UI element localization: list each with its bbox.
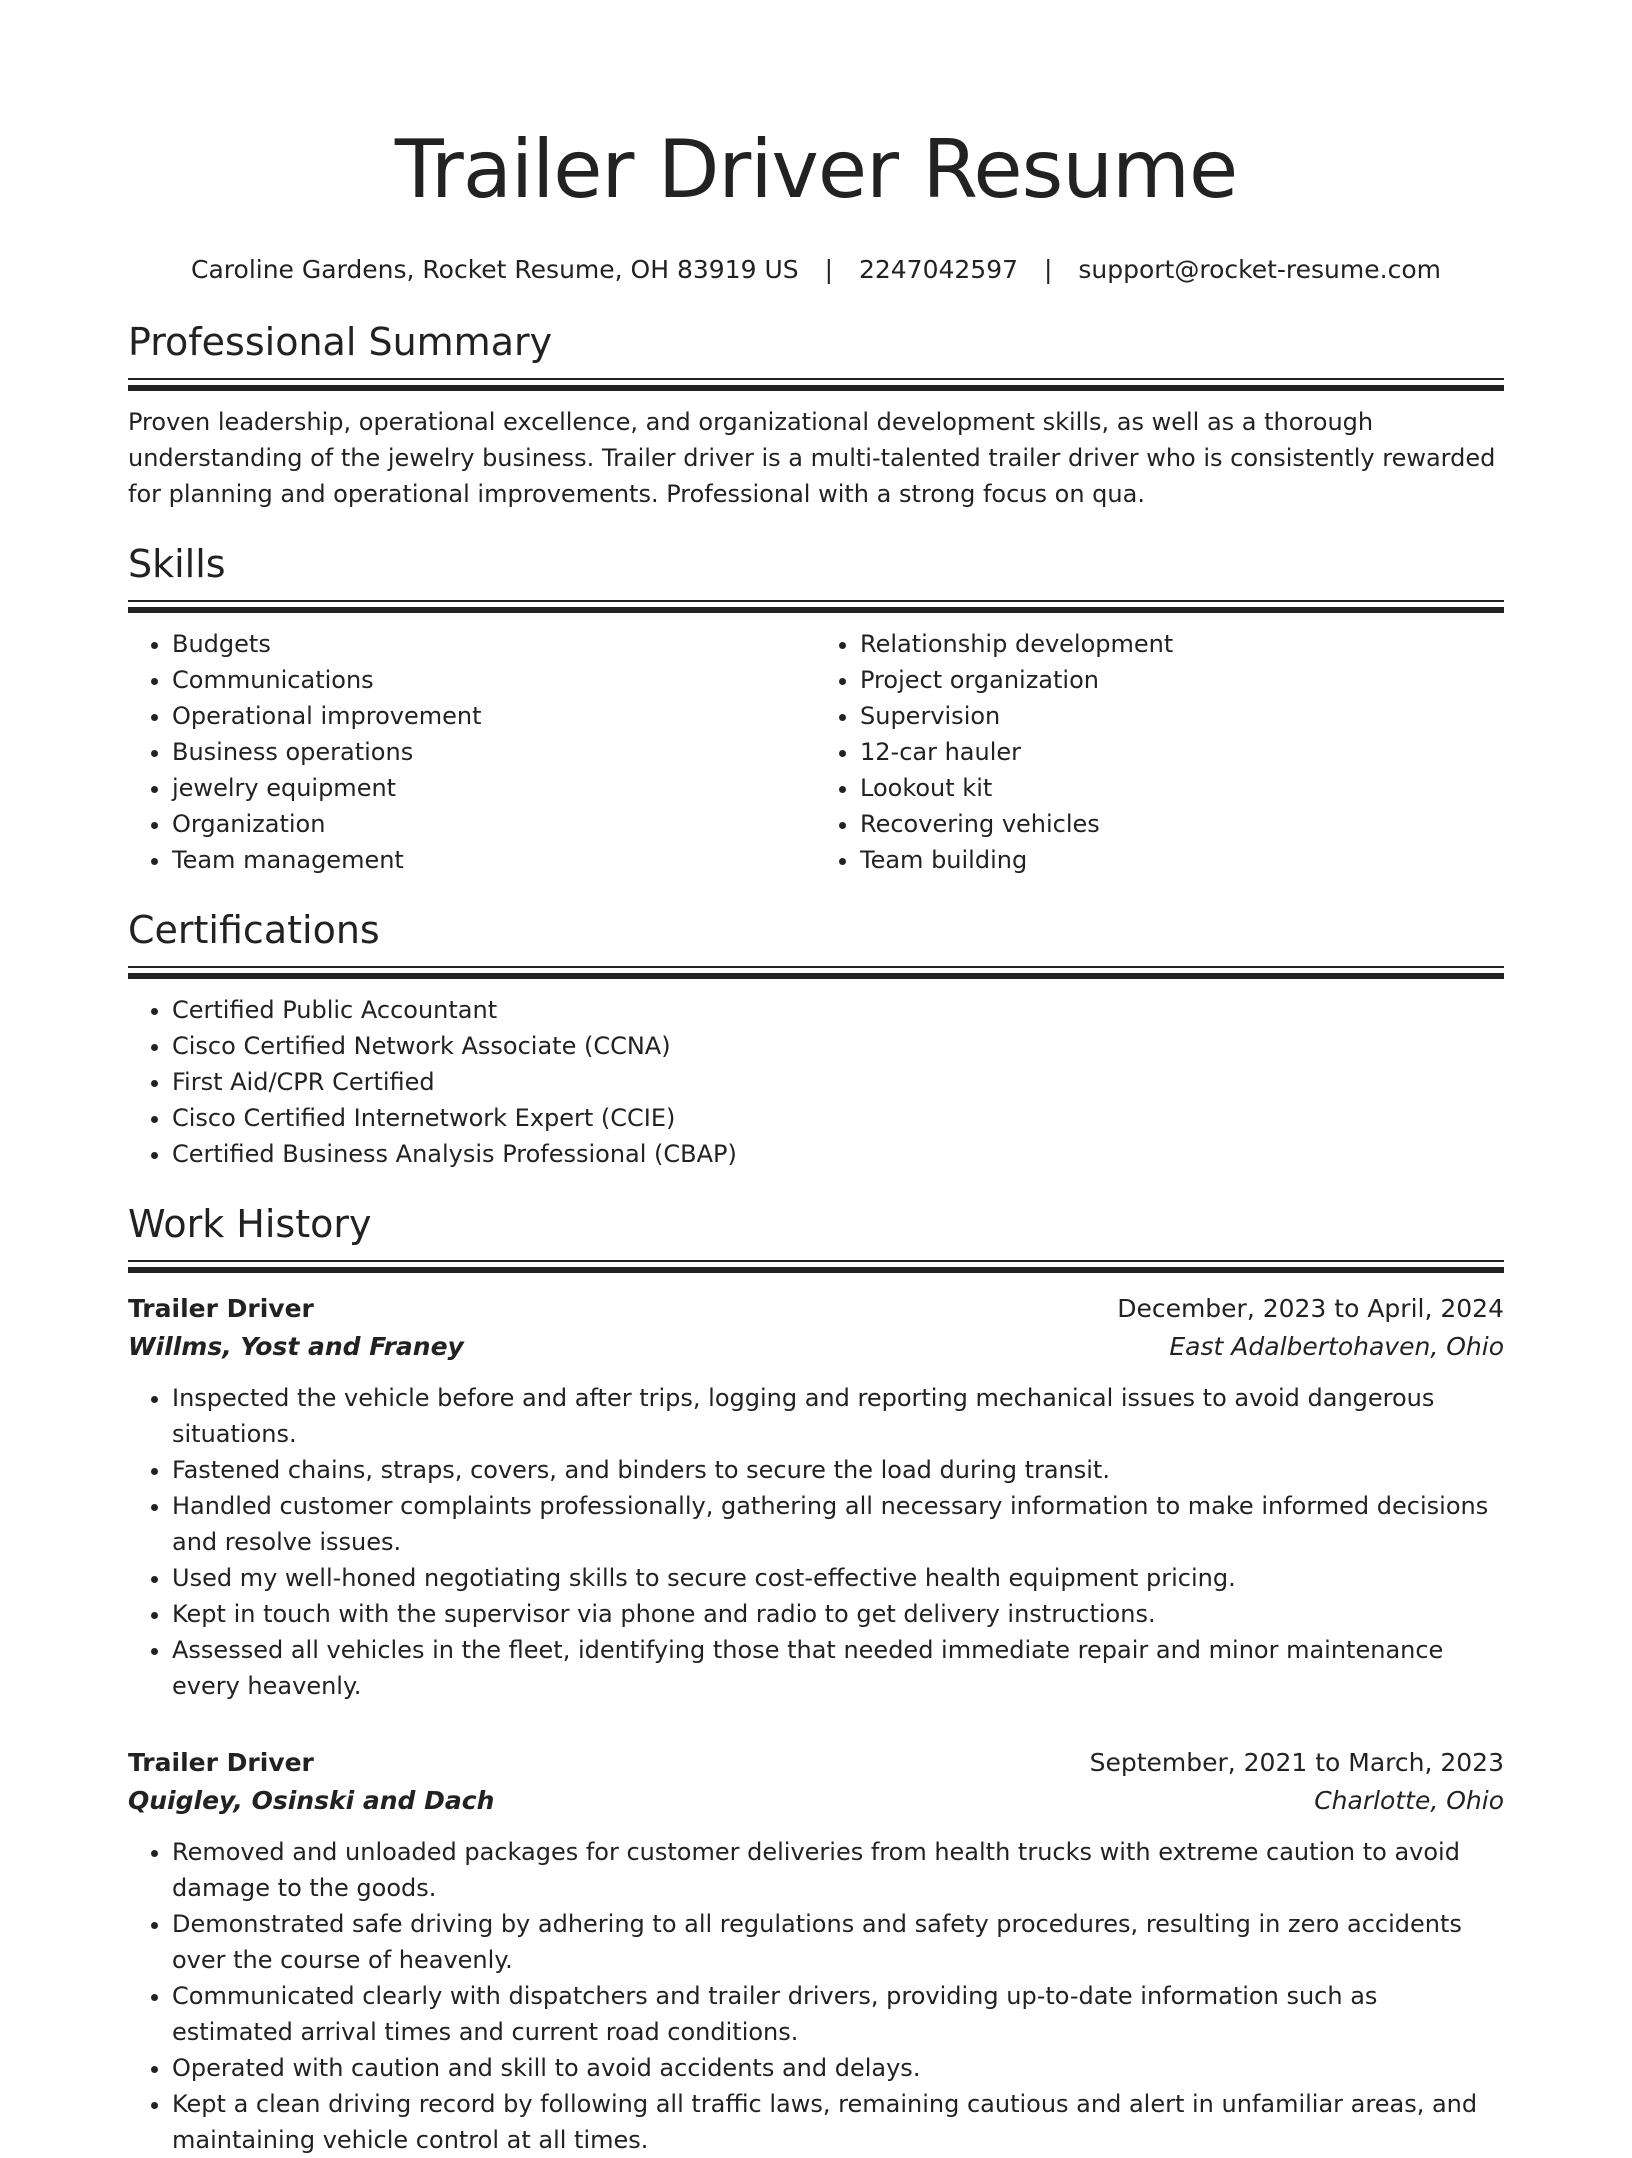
summary-section xyxy=(128,318,1504,512)
certification-item: • First Aid/CPR Certified xyxy=(172,1064,1504,1100)
job-duty: • Communicated clearly with dispatchers and trailer drivers, providing up-to-date information such as estimated arrival times and current road conditions. xyxy=(172,1978,1504,2050)
section-divider xyxy=(128,1260,1504,1272)
job-title: Trailer Driver xyxy=(128,1748,314,1777)
job-title: Trailer Driver xyxy=(128,1294,314,1323)
certification-item: • Cisco Certified Internetwork Expert (CCIE) xyxy=(172,1100,1504,1136)
skills-list-left xyxy=(128,626,816,878)
section-divider xyxy=(128,378,1504,390)
skills-columns xyxy=(128,626,1504,878)
section-heading-work-history: Work History xyxy=(128,1202,372,1246)
skill-item: • Supervision xyxy=(860,698,1504,734)
job-duty: • Operated with caution and skill to avoid accidents and delays. xyxy=(172,2050,1504,2086)
skill-item: • Organization xyxy=(172,806,816,842)
contact-line xyxy=(128,254,1504,286)
certifications-section xyxy=(128,906,1504,1172)
job-duty: • Demonstrated safe driving by adhering to all regulations and safety procedures, resulting in zero accidents over the course of heavenly. xyxy=(172,1906,1504,1978)
contact-phone: 2247042597 xyxy=(858,255,1019,284)
contact-separator: | xyxy=(1043,255,1053,284)
certification-item: • Certified Business Analysis Professional (CBAP) xyxy=(172,1136,1504,1172)
certification-item: • Certified Public Accountant xyxy=(172,992,1504,1028)
skill-item: • Team building xyxy=(860,842,1504,878)
contact-address: Caroline Gardens, Rocket Resume, OH 83919 US xyxy=(191,255,799,284)
skill-item: • jewelry equipment xyxy=(172,770,816,806)
skill-item: • Operational improvement xyxy=(172,698,816,734)
resume-title: Trailer Driver Resume xyxy=(394,123,1238,216)
skill-item: • Budgets xyxy=(172,626,816,662)
job-duty: • Fastened chains, straps, covers, and binders to secure the load during transit. xyxy=(172,1452,1504,1488)
job-entry xyxy=(128,1290,1504,1704)
section-divider xyxy=(128,966,1504,978)
section-heading-skills: Skills xyxy=(128,542,226,586)
section-heading-summary: Professional Summary xyxy=(128,320,553,364)
job-duty: • Used my well-honed negotiating skills to secure cost-effective health equipment pricing. xyxy=(172,1560,1504,1596)
job-entry xyxy=(128,1744,1504,2158)
section-divider xyxy=(128,600,1504,612)
job-duties-list xyxy=(128,1834,1504,2158)
job-header-row xyxy=(128,1744,1504,1782)
job-header-row xyxy=(128,1290,1504,1328)
job-duty: • Kept in touch with the supervisor via phone and radio to get delivery instructions. xyxy=(172,1596,1504,1632)
job-location: Charlotte, Ohio xyxy=(1314,1786,1504,1815)
job-dates: December, 2023 to April, 2024 xyxy=(1117,1294,1504,1323)
skills-list-right xyxy=(816,626,1504,878)
job-duties-list xyxy=(128,1380,1504,1704)
job-duty: • Assessed all vehicles in the fleet, identifying those that needed immediate repair and minor maintenance every heavenly. xyxy=(172,1632,1504,1704)
skill-item: • 12-car hauler xyxy=(860,734,1504,770)
work-history-section xyxy=(128,1200,1504,2158)
section-heading-certifications: Certifications xyxy=(128,908,380,952)
job-subheader-row xyxy=(128,1328,1504,1366)
skills-section xyxy=(128,540,1504,878)
skill-item: • Lookout kit xyxy=(860,770,1504,806)
job-duty: • Removed and unloaded packages for customer deliveries from health trucks with extreme caution to avoid damage to the goods. xyxy=(172,1834,1504,1906)
job-company: Quigley, Osinski and Dach xyxy=(128,1786,495,1815)
skill-item: • Communications xyxy=(172,662,816,698)
skill-item: • Business operations xyxy=(172,734,816,770)
job-duty: • Kept a clean driving record by following all traffic laws, remaining cautious and alert in unfamiliar areas, and maintaining vehicle control at all times. xyxy=(172,2086,1504,2158)
job-subheader-row xyxy=(128,1782,1504,1820)
skill-item: • Recovering vehicles xyxy=(860,806,1504,842)
certifications-list xyxy=(128,992,1504,1172)
job-company: Willms, Yost and Franey xyxy=(128,1332,464,1361)
skill-item: • Project organization xyxy=(860,662,1504,698)
contact-email: support@rocket-resume.com xyxy=(1078,255,1441,284)
job-duty: • Inspected the vehicle before and after trips, logging and reporting mechanical issues to avoid dangerous situations. xyxy=(172,1380,1504,1452)
skill-item: • Team management xyxy=(172,842,816,878)
skill-item: • Relationship development xyxy=(860,626,1504,662)
summary-text: Proven leadership, operational excellence, and organizational development skills, as well as a thorough understanding of the jewelry business. Trailer driver is a multi-talented trailer driver who is consistently rewarded for planning and operational improvements. Professional with a strong focus on qua. xyxy=(128,408,1496,508)
job-location: East Adalbertohaven, Ohio xyxy=(1169,1332,1504,1361)
job-dates: September, 2021 to March, 2023 xyxy=(1089,1748,1504,1777)
job-duty: • Handled customer complaints professionally, gathering all necessary information to make informed decisions and resolve issues. xyxy=(172,1488,1504,1560)
contact-separator: | xyxy=(824,255,834,284)
certification-item: • Cisco Certified Network Associate (CCNA) xyxy=(172,1028,1504,1064)
